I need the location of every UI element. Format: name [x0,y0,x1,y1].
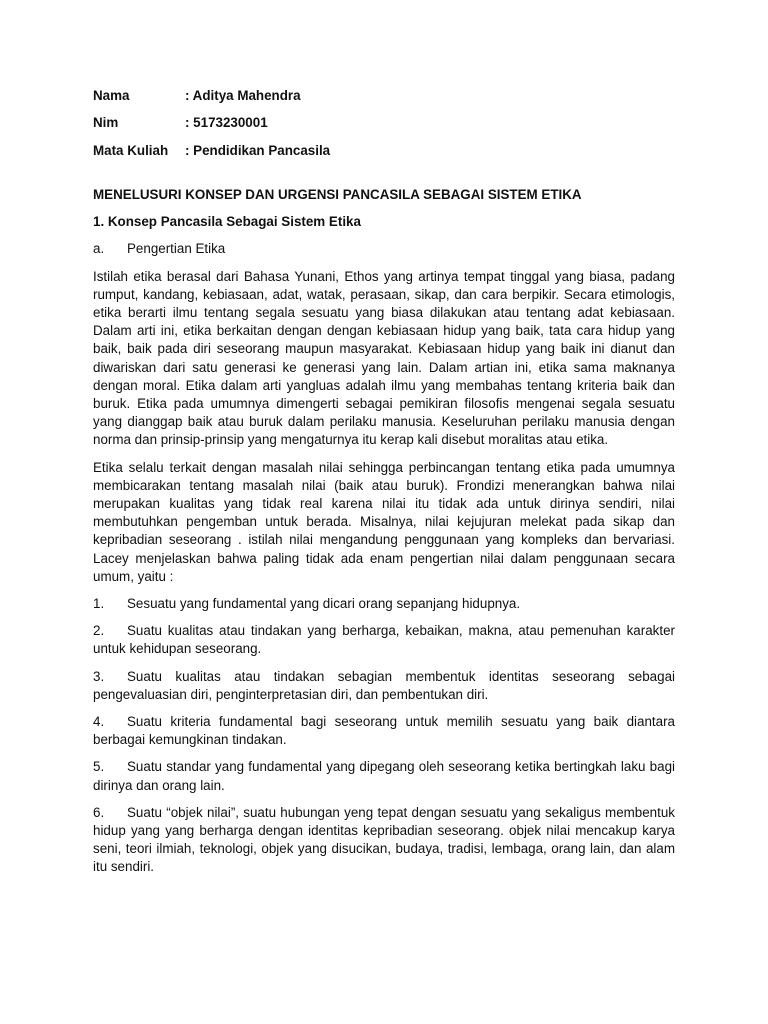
meta-name-row [93,87,675,105]
subsection-label: Pengertian Etika [127,241,226,257]
meta-nim-label: Nim [93,115,119,131]
list-item-number: 3. [93,668,105,684]
meta-name-value: : Aditya Mahendra [185,88,301,103]
list-item-number: 5. [93,759,105,775]
list-item-text: Sesuatu yang fundamental yang dicari orang sepanjang hidupnya. [127,596,521,612]
list-item-text: Suatu kriteria fundamental bagi seseorang untuk memilih sesuatu yang baik diantara berbagai kemungkinan tindakan. [93,714,675,748]
list-item-number: 6. [93,804,105,820]
document-body [93,87,675,877]
meta-nim-row [93,114,675,132]
paragraph: Istilah etika berasal dari Bahasa Yunani, Ethos yang artinya tempat tinggal yang biasa, padang rumput, kandang, kebiasaan, adat, watak, perasaan, sikap, dan cara berpikir. Secara etimologis, etika berarti ilmu tentang segala sesuatu yang biasa dilakukan atau tentang adat kebiasaan. Dalam arti ini, etika berkaitan dengan dengan kebiasaan hidup yang baik, tata cara hidup yang baik, baik pada diri seseorang maupun masyarakat. Kebiasaan hidup yang baik ini dianut dan diwariskan dari satu generasi ke generasi yang lain. Dalam artian ini, etika sama maknanya dengan moral. Etika dalam arti yangluas adalah ilmu yang membahas tentang kriteria baik dan buruk. Etika pada umumnya dimengerti sebagai pemikiran filosofis mengenai segala sesuatu yang dianggap baik atau buruk dalam perilaku manusia. Keseluruhan perilaku manusia dengan norma dan prinsip-prinsip yang mengaturnya itu kerap kali disebut moralitas atau etika. [93,268,675,448]
list-item-number: 1. [93,596,105,612]
list-item-number: 2. [93,623,105,639]
meta-course-label: Mata Kuliah [93,142,169,158]
meta-course-value: : Pendidikan Pancasila [185,142,331,158]
document-title: MENELUSURI KONSEP DAN URGENSI PANCASILA SEBAGAI SISTEM ETIKA [93,186,582,202]
list-item [93,622,675,658]
list-item-text: Suatu kualitas atau tindakan sebagian membentuk identitas seseorang sebagai pengevaluasian diri, penginterpretasian diri, dan pembentukan diri. [93,668,675,702]
list-item-text: Suatu kualitas atau tindakan yang berharga, kebaikan, makna, atau pemenuhan karakter untuk kehidupan seseorang. [93,623,675,657]
list-item [93,804,675,877]
meta-name-label: Nama [93,88,130,103]
paragraph: Etika selalu terkait dengan masalah nilai sehingga perbincangan tentang etika pada umumnya membicarakan tentang masalah nilai (baik atau buruk). Frondizi menerangkan bahwa nilai merupakan kualitas yang tidak real karena nilai itu tidak ada untuk dirinya sendiri, nilai membutuhkan pengemban untuk berada. Misalnya, nilai kejujuran melekat pada sikap dan kepribadian seseorang . istilah nilai mengandung penggunaan yang kompleks dan bervariasi. Lacey menjelaskan bahwa paling tidak ada enam pengertian nilai dalam penggunaan secara umum, yaitu : [93,459,675,584]
list-item-text: Suatu “objek nilai”, suatu hubungan yeng tepat dengan sesuatu yang sekaligus membentuk hidup yang yang berharga dengan identitas kepribadian seseorang. objek nilai mencakup karya seni, teori ilmiah, teknologi, objek yang disucikan, budaya, tradisi, lembaga, orang lain, dan alam itu sendiri. [93,804,675,875]
list-item [93,595,675,613]
meta-course-row [93,142,675,160]
list-item [93,713,675,749]
meta-nim-value: : 5173230001 [185,115,268,131]
list-item [93,668,675,704]
list-item [93,758,675,794]
section-heading: 1. Konsep Pancasila Sebagai Sistem Etika [93,214,361,230]
list-item-text: Suatu standar yang fundamental yang dipegang oleh seseorang ketika bertingkah laku bagi dirinya dan orang lain. [93,759,675,793]
subsection-heading [93,240,675,258]
subsection-marker: a. [93,241,105,257]
list-item-number: 4. [93,714,105,730]
